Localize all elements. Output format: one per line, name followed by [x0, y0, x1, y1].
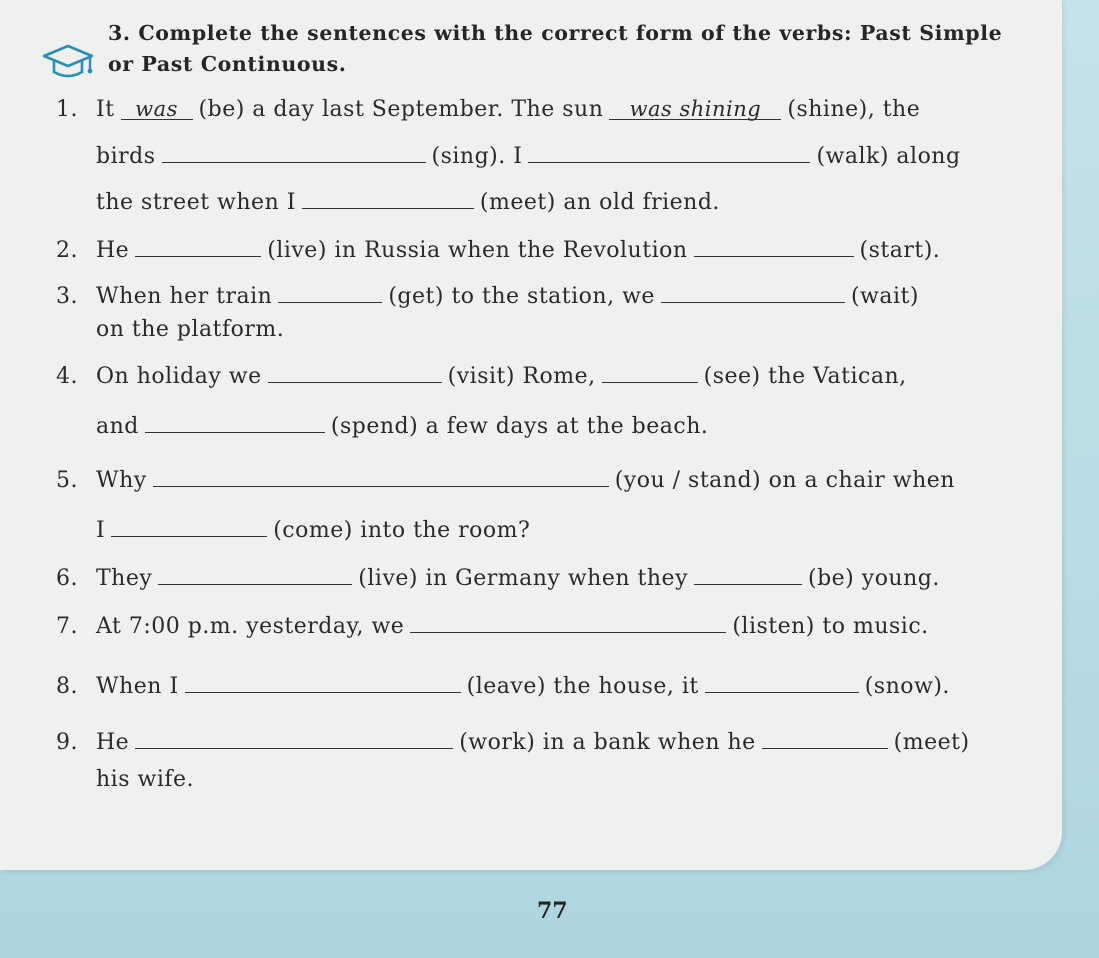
text: He	[96, 238, 130, 263]
text: When I	[96, 674, 179, 699]
sentence-5-line-1	[56, 466, 955, 495]
sentence-number: 5.	[56, 468, 78, 493]
text: the street when I	[96, 190, 296, 215]
answer-blank[interactable]	[278, 282, 382, 303]
sentence-1-line-1	[56, 96, 920, 124]
answer-blank[interactable]	[111, 516, 267, 537]
task-title-line2: or Past Continuous.	[108, 52, 347, 76]
answer-blank[interactable]	[135, 728, 453, 749]
text: (live) in Russia when the Revolution	[267, 238, 688, 263]
text: (start).	[859, 238, 941, 263]
sentence-7	[56, 612, 929, 641]
sentence-9-line-2	[96, 766, 194, 794]
text: Why	[96, 468, 147, 493]
sentence-number: 3.	[56, 284, 78, 309]
graduation-cap-icon	[40, 42, 96, 82]
text: (come) into the room?	[273, 518, 531, 543]
sentence-3-line-2	[96, 316, 284, 344]
task-title-line1: 3. Complete the sentences with the correct form of the verbs: Past Simple	[108, 21, 1003, 45]
sentence-9-line-1	[56, 728, 970, 757]
answer-blank[interactable]	[528, 142, 810, 163]
answer-blank[interactable]	[694, 236, 854, 257]
sentence-2	[56, 236, 940, 265]
task-title	[108, 18, 1018, 80]
text: (leave) the house, it	[466, 674, 699, 699]
answer-blank[interactable]	[135, 236, 261, 257]
text: (be) young.	[808, 566, 940, 591]
page-number: 77	[537, 898, 568, 924]
text: On holiday we	[96, 364, 262, 389]
sentence-1-line-2	[96, 142, 961, 171]
sentence-number: 4.	[56, 364, 78, 389]
text: (listen) to music.	[732, 614, 929, 639]
text: (see) the Vatican,	[703, 364, 907, 389]
text: (meet)	[893, 730, 970, 755]
answer-blank[interactable]	[302, 188, 474, 209]
sentence-number: 2.	[56, 238, 78, 263]
text: It	[96, 97, 115, 122]
sentence-number: 8.	[56, 674, 78, 699]
answer-blank[interactable]	[694, 564, 802, 585]
text: (snow).	[864, 674, 950, 699]
sentence-number: 1.	[56, 97, 78, 122]
text: birds	[96, 144, 156, 169]
sentence-8	[56, 672, 950, 701]
text: on the platform.	[96, 317, 285, 342]
text: At 7:00 p.m. yesterday, we	[96, 614, 405, 639]
text: They	[96, 566, 153, 591]
text: (be) a day last September. The sun	[198, 97, 604, 122]
text: (visit) Rome,	[447, 364, 596, 389]
answer-blank[interactable]	[661, 282, 845, 303]
sentence-number: 6.	[56, 566, 78, 591]
sentence-5-line-2	[96, 516, 530, 545]
text: (live) in Germany when they	[358, 566, 688, 591]
sentence-number: 7.	[56, 614, 78, 639]
answer-blank[interactable]	[268, 362, 442, 383]
text: (shine), the	[787, 97, 921, 122]
text: When her train	[96, 284, 273, 309]
sentence-4-line-1	[56, 362, 907, 391]
text: He	[96, 730, 130, 755]
answer-blank[interactable]	[602, 362, 698, 383]
answer-blank[interactable]	[158, 564, 352, 585]
text: (meet) an old friend.	[479, 190, 720, 215]
text: (work) in a bank when he	[459, 730, 756, 755]
answer-blank[interactable]	[145, 412, 325, 433]
answer-blank[interactable]	[153, 466, 609, 487]
text: (get) to the station, we	[388, 284, 655, 309]
answer-blank-filled[interactable]: was shining	[609, 99, 781, 120]
text: (walk) along	[816, 144, 961, 169]
text: (you / stand) on a chair when	[614, 468, 955, 493]
answer-blank[interactable]	[410, 612, 726, 633]
answer-blank[interactable]	[185, 672, 461, 693]
text: I	[96, 518, 106, 543]
answer-blank[interactable]	[705, 672, 859, 693]
answer-blank[interactable]	[162, 142, 426, 163]
sentence-3-line-1	[56, 282, 919, 311]
text: (sing). I	[431, 144, 523, 169]
sentence-number: 9.	[56, 730, 78, 755]
sentence-1-line-3	[96, 188, 720, 217]
answer-blank-filled[interactable]: was	[121, 99, 193, 120]
answer-blank[interactable]	[762, 728, 888, 749]
text: (spend) a few days at the beach.	[330, 414, 709, 439]
text: and	[96, 414, 139, 439]
sentence-4-line-2	[96, 412, 708, 441]
text: (wait)	[850, 284, 919, 309]
text: his wife.	[96, 767, 195, 792]
sentence-6	[56, 564, 940, 593]
